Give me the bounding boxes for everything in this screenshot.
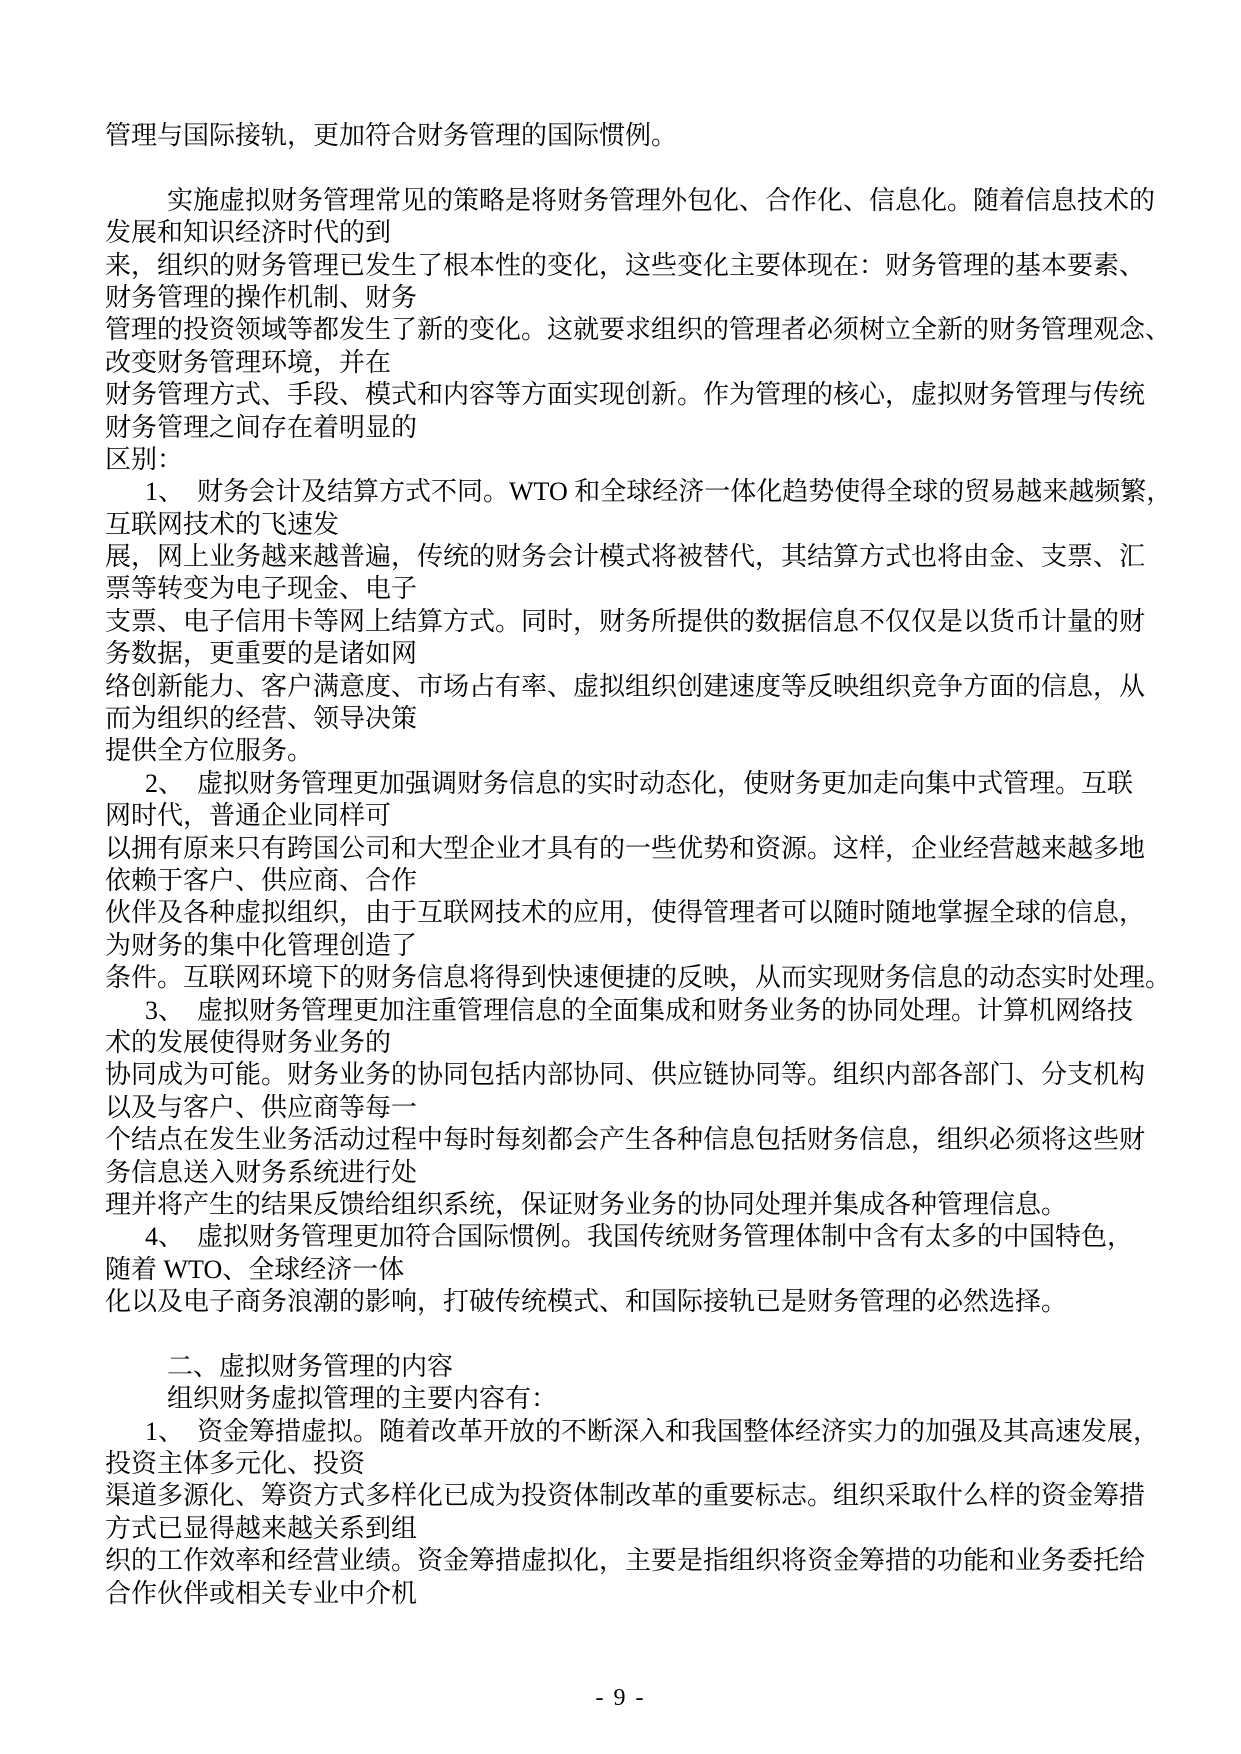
list-item-line: 4、 虚拟财务管理更加符合国际惯例。我国传统财务管理体制中含有太多的中国特色， [145, 1222, 1134, 1252]
text-line: 化以及电子商务浪潮的影响，打破传统模式、和国际接轨已是财务管理的必然选择。 [105, 1287, 1068, 1317]
text-line: 理并将产生的结果反馈给组织系统，保证财务业务的协同处理并集成各种管理信息。 [105, 1189, 1068, 1219]
text-line: 络创新能力、客户满意度、市场占有率、虚拟组织创建速度等反映组织竞争方面的信息，从 [105, 671, 1146, 701]
text-line: 投资主体多元化、投资 [105, 1449, 366, 1479]
text-line: 提供全方位服务。 [105, 736, 314, 766]
text-line: 展，网上业务越来越普遍，传统的财务会计模式将被替代，其结算方式也将由金、支票、汇 [105, 542, 1146, 572]
text-line: 以拥有原来只有跨国公司和大型企业才具有的一些优势和资源。这样，企业经营越来越多地 [105, 833, 1146, 863]
text-line: 伙伴及各种虚拟组织，由于互联网技术的应用，使得管理者可以随时随地掌握全球的信息， [105, 898, 1146, 928]
blank-line [105, 152, 1165, 184]
list-item-line: 3、 虚拟财务管理更加注重管理信息的全面集成和财务业务的协同处理。计算机网络技 [145, 995, 1134, 1025]
text-line: 来，组织的财务管理已发生了根本性的变化，这些变化主要体现在：财务管理的基本要素、 [105, 250, 1146, 280]
text-line: 管理与国际接轨，更加符合财务管理的国际惯例。 [105, 121, 678, 150]
text-line: 条件。互联网环境下的财务信息将得到快速便捷的反映，从而实现财务信息的动态实时处理。 [105, 963, 1172, 993]
text-line: 协同成为可能。财务业务的协同包括内部协同、供应链协同等。组织内部各部门、分支机构 [105, 1060, 1146, 1090]
blank-line [105, 1318, 1165, 1350]
list-item-line: 1、 财务会计及结算方式不同。WTO 和全球经济一体化趋势使得全球的贸易越来越频繁， [145, 477, 1173, 507]
text-line: 管理的投资领域等都发生了新的变化。这就要求组织的管理者必须树立全新的财务管理观念、 [105, 315, 1172, 345]
text-line: 务数据，更重要的是诸如网 [105, 639, 418, 669]
text-line: 财务管理方式、手段、模式和内容等方面实现创新。作为管理的核心，虚拟财务管理与传统 [105, 380, 1146, 410]
text-line: 改变财务管理环境，并在 [105, 347, 392, 377]
text-line: 财务管理的操作机制、财务 [105, 282, 418, 312]
list-item-line: 1、 资金筹措虚拟。随着改革开放的不断深入和我国整体经济实力的加强及其高速发展， [145, 1416, 1160, 1446]
text-line: 发展和知识经济时代的到 [105, 218, 392, 248]
text-line: 术的发展使得财务业务的 [105, 1027, 392, 1057]
section-heading-line: 二、虚拟财务管理的内容 [167, 1351, 454, 1381]
text-line: 以及与客户、供应商等每一 [105, 1092, 418, 1122]
text-line: 个结点在发生业务活动过程中每时每刻都会产生各种信息包括财务信息，组织必须将这些财 [105, 1125, 1146, 1155]
text-line: 合作伙伴或相关专业中介机 [105, 1578, 418, 1608]
text-line: 而为组织的经营、领导决策 [105, 704, 418, 734]
text-line: 网时代，普通企业同样可 [105, 801, 392, 831]
text-line: 实施虚拟财务管理常见的策略是将财务管理外包化、合作化、信息化。随着信息技术的 [167, 185, 1156, 215]
page-number: - 9 - [595, 1685, 646, 1711]
text-line: 区别： [105, 444, 184, 474]
text-line: 依赖于客户、供应商、合作 [105, 865, 418, 895]
text-line: 织的工作效率和经营业绩。资金筹措虚拟化，主要是指组织将资金筹措的功能和业务委托给 [105, 1546, 1146, 1576]
text-line: 为财务的集中化管理创造了 [105, 930, 418, 960]
text-line: 支票、电子信用卡等网上结算方式。同时，财务所提供的数据信息不仅仅是以货币计量的财 [105, 606, 1146, 636]
document-body [105, 120, 1173, 1610]
text-line: 票等转变为电子现金、电子 [105, 574, 418, 604]
text-line: 组织财务虚拟管理的主要内容有： [167, 1384, 558, 1414]
text-line: 方式已显得越来越关系到组 [105, 1513, 418, 1543]
text-line: 渠道多源化、筹资方式多样化已成为投资体制改革的重要标志。组织采取什么样的资金筹措 [105, 1481, 1146, 1511]
text-line: 财务管理之间存在着明显的 [105, 412, 418, 442]
text-line: 务信息送入财务系统进行处 [105, 1157, 418, 1187]
list-item-line: 2、 虚拟财务管理更加强调财务信息的实时动态化，使财务更加走向集中式管理。互联 [145, 768, 1134, 798]
text-line: 互联网技术的飞速发 [105, 509, 340, 539]
text-line: 随着 WTO、全球经济一体 [105, 1254, 405, 1284]
